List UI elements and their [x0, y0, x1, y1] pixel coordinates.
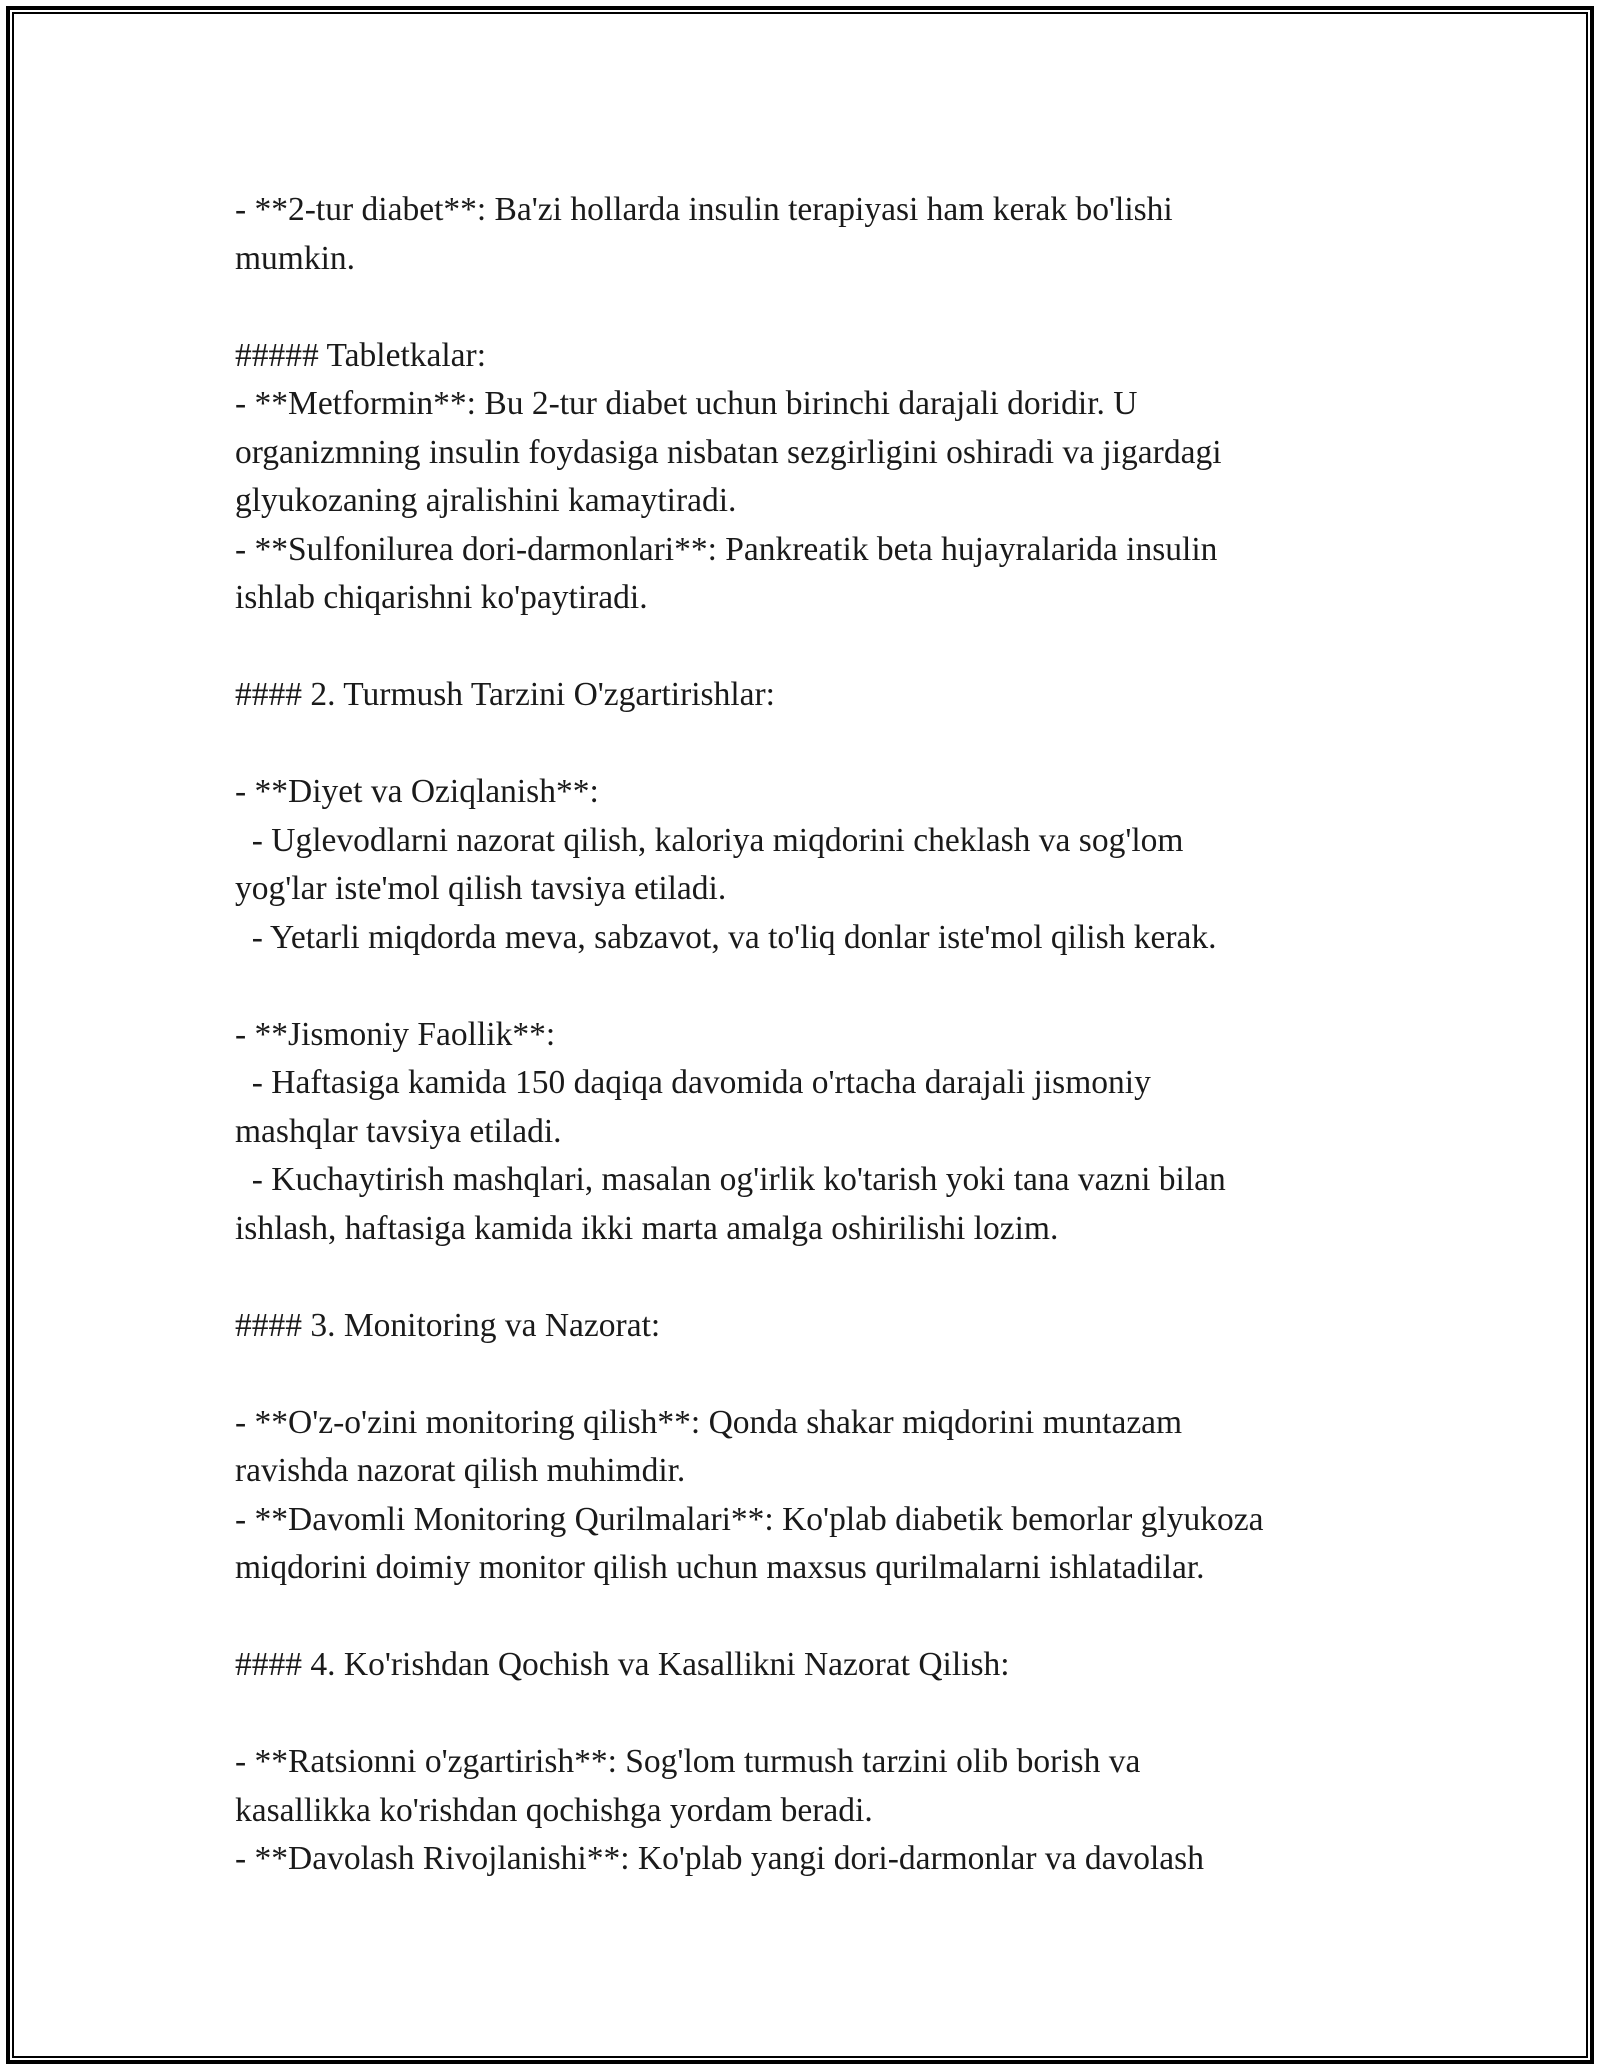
blank-line — [235, 623, 1435, 672]
heading-tabletkalar: ##### Tabletkalar: — [235, 336, 487, 374]
blank-line — [235, 720, 1435, 769]
document-body — [235, 186, 1435, 1884]
text-line: - **O'z-o'zini monitoring qilish**: Qonda shakar miqdorini muntazam — [235, 1403, 1183, 1441]
blank-line — [235, 1593, 1435, 1642]
blank-line — [235, 1690, 1435, 1739]
text-line: ishlash, haftasiga kamida ikki marta amalga oshirilishi lozim. — [235, 1209, 1059, 1247]
heading-turmush-tarzi: #### 2. Turmush Tarzini O'zgartirishlar: — [235, 676, 775, 713]
text-line: mashqlar tavsiya etiladi. — [235, 1112, 562, 1150]
text-line: - **Diyet va Oziqlanish**: — [235, 773, 599, 810]
text-line: yog'lar iste'mol qilish tavsiya etiladi. — [235, 870, 727, 907]
heading-korishdan-qochish: #### 4. Ko'rishdan Qochish va Kasallikni Nazorat Qilish: — [235, 1646, 1010, 1683]
text-line: - **Sulfonilurea dori-darmonlari**: Pankreatik beta hujayralarida insulin — [235, 530, 1218, 568]
text-line: - **Davomli Monitoring Qurilmalari**: Ko'plab diabetik bemorlar glyukoza — [235, 1500, 1264, 1538]
text-line: - Haftasiga kamida 150 daqiqa davomida o'rtacha darajali jismoniy — [235, 1064, 1151, 1101]
text-line: - **Ratsionni o'zgartirish**: Sog'lom turmush tarzini olib borish va — [235, 1743, 1141, 1780]
text-line: organizmning insulin foydasiga nisbatan sezgirligini oshiradi va jigardagi — [235, 433, 1222, 471]
text-line: - **Metformin**: Bu 2-tur diabet uchun birinchi darajali doridir. U — [235, 385, 1138, 422]
blank-line — [235, 283, 1435, 332]
text-line: miqdorini doimiy monitor qilish uchun maxsus qurilmalarni ishlatadilar. — [235, 1549, 1205, 1586]
text-line: glyukozaning ajralishini kamaytiradi. — [235, 482, 737, 519]
text-line: - Uglevodlarni nazorat qilish, kaloriya miqdorini cheklash va sog'lom — [235, 821, 1184, 859]
text-line: mumkin. — [235, 239, 356, 277]
text-line: - **Jismoniy Faollik**: — [235, 1015, 556, 1053]
text-line: ravishda nazorat qilish muhimdir. — [235, 1452, 686, 1489]
text-line: kasallikka ko'rishdan qochishga yordam beradi. — [235, 1791, 873, 1829]
heading-monitoring: #### 3. Monitoring va Nazorat: — [235, 1306, 661, 1344]
text-line: ishlab chiqarishni ko'paytiradi. — [235, 579, 648, 616]
text-line: - Yetarli miqdorda meva, sabzavot, va to'liq donlar iste'mol qilish kerak. — [235, 918, 1217, 956]
blank-line — [235, 1253, 1435, 1302]
text-line: - **2-tur diabet**: Ba'zi hollarda insulin terapiyasi ham kerak bo'lishi — [235, 191, 1173, 228]
blank-line — [235, 1350, 1435, 1399]
text-line: - Kuchaytirish mashqlari, masalan og'irlik ko'tarish yoki tana vazni bilan — [235, 1161, 1226, 1198]
blank-line — [235, 962, 1435, 1011]
text-line: - **Davolash Rivojlanishi**: Ko'plab yangi dori-darmonlar va davolash — [235, 1840, 1204, 1877]
